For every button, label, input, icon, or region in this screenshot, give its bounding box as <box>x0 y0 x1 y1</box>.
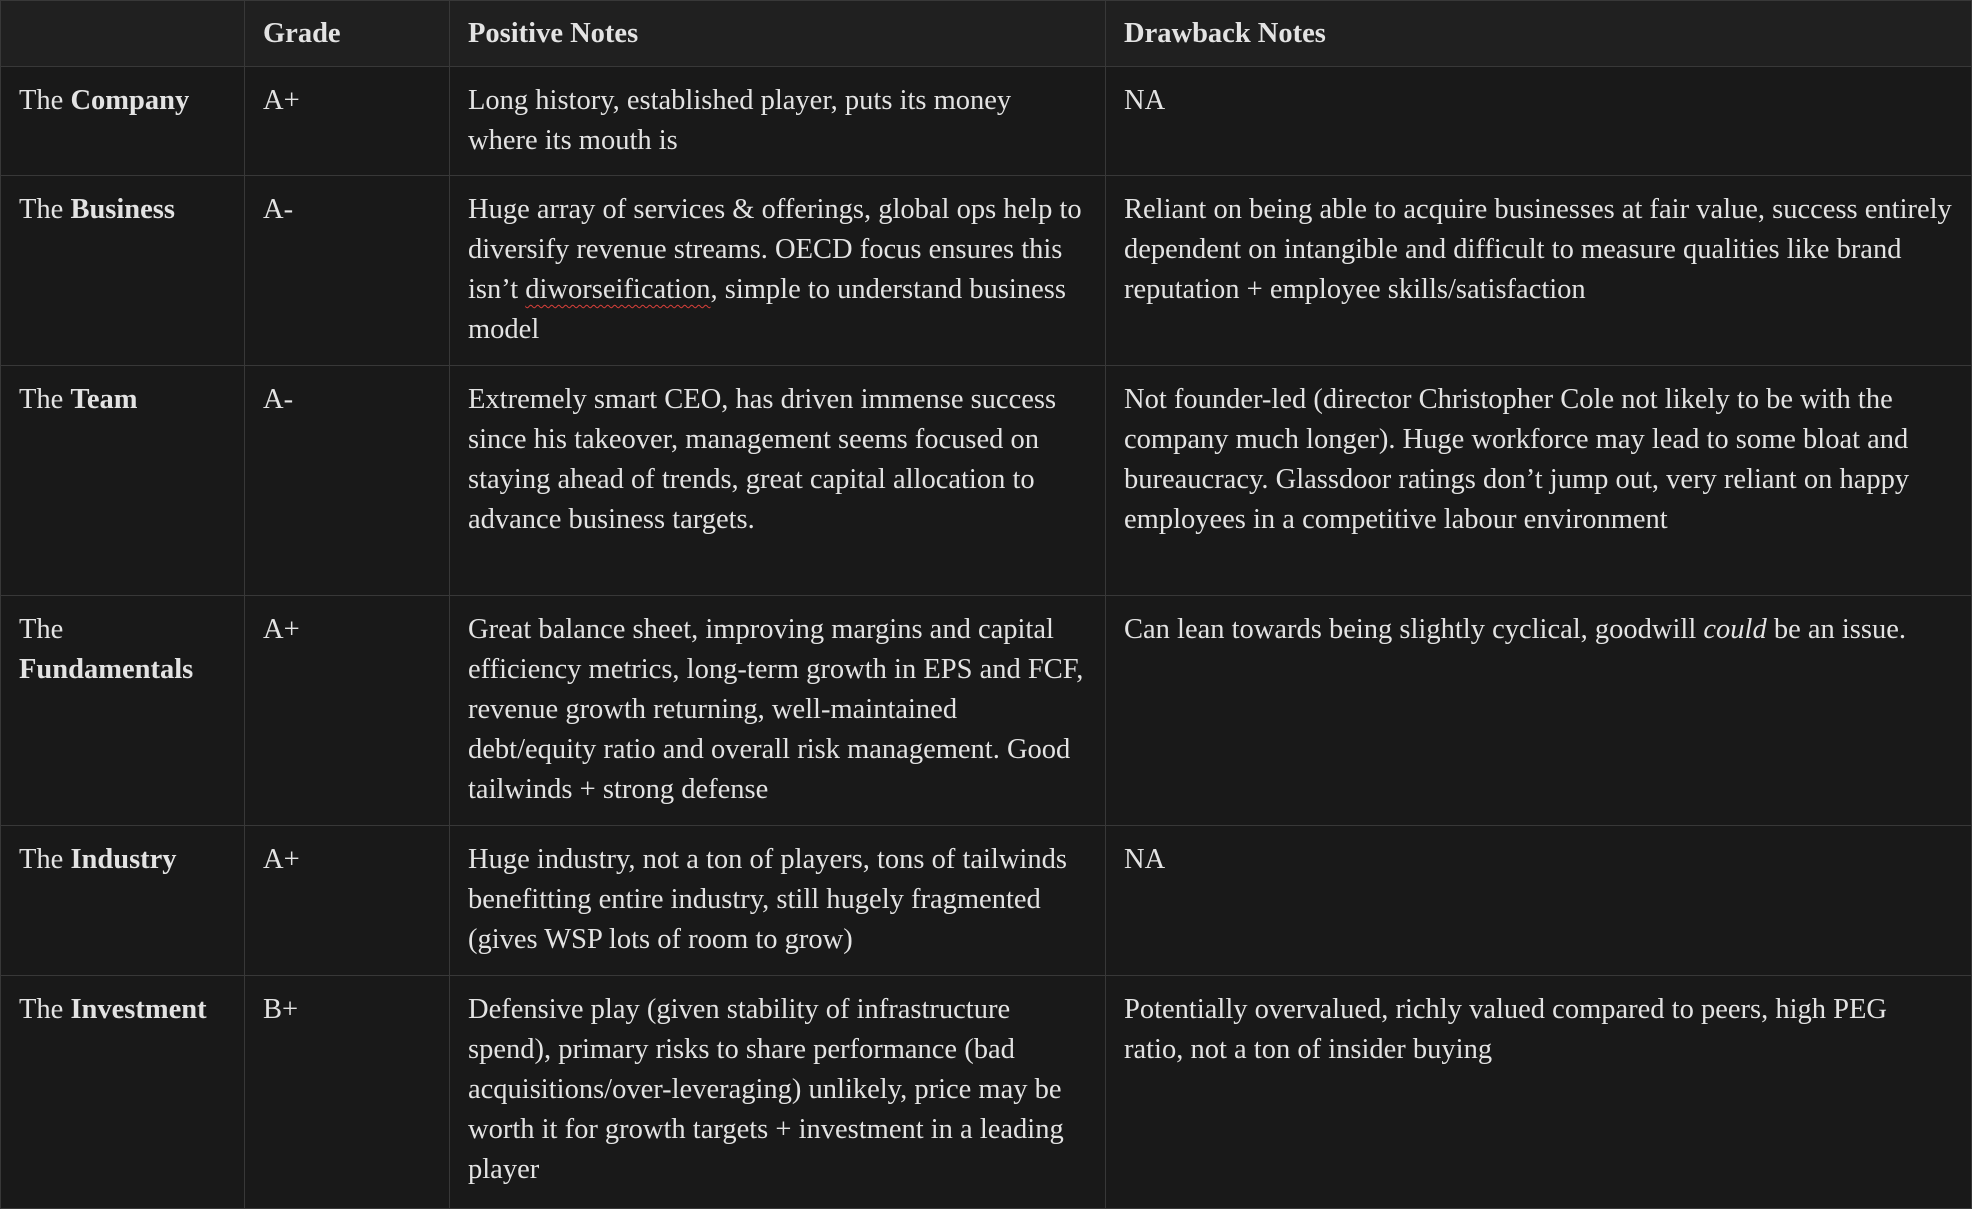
aspect-cell[interactable] <box>1 176 245 366</box>
header-row <box>1 1 1972 67</box>
drawback-notes-cell[interactable]: NA <box>1106 826 1972 976</box>
drawback-notes-cell[interactable] <box>1106 596 1972 826</box>
header-grade[interactable]: Grade <box>245 1 450 67</box>
grade-cell[interactable]: A+ <box>245 596 450 826</box>
aspect-cell[interactable] <box>1 976 245 1209</box>
positive-notes-cell[interactable]: Long history, established player, puts its money where its mouth is <box>450 67 1106 176</box>
drawback-notes-cell[interactable]: Potentially overvalued, richly valued compared to peers, high PEG ratio, not a ton of insider buying <box>1106 976 1972 1209</box>
table-row <box>1 176 1972 366</box>
drawback-notes-cell[interactable]: NA <box>1106 67 1972 176</box>
aspect-prefix: The <box>19 85 64 116</box>
positive-notes-cell[interactable]: Great balance sheet, improving margins and capital efficiency metrics, long-term growth in EPS and FCF, revenue growth returning, well-maintained debt/equity ratio and overall risk management. Good tailwinds + strong defense <box>450 596 1106 826</box>
aspect-cell[interactable] <box>1 67 245 176</box>
header-aspect[interactable] <box>1 1 245 67</box>
aspect-name: Team <box>70 384 138 415</box>
table-row <box>1 976 1972 1209</box>
positive-notes-cell[interactable]: Defensive play (given stability of infrastructure spend), primary risks to share performance (bad acquisitions/over-leveraging) unlikely, price may be worth it for growth targets + investment in a leading player <box>450 976 1106 1209</box>
aspect-cell[interactable] <box>1 366 245 596</box>
aspect-cell[interactable] <box>1 596 245 826</box>
positive-text: Huge array of services & offerings, global ops help to diversify revenue streams. OECD focus ensures this isn’t <box>468 194 1082 305</box>
aspect-name: Industry <box>70 844 177 875</box>
positive-notes-cell[interactable]: Extremely smart CEO, has driven immense success since his takeover, management seems focused on staying ahead of trends, great capital allocation to advance business targets. <box>450 366 1106 596</box>
grade-cell[interactable]: A- <box>245 176 450 366</box>
aspect-cell[interactable] <box>1 826 245 976</box>
grade-cell[interactable]: A- <box>245 366 450 596</box>
aspect-name: Fundamentals <box>19 654 194 685</box>
positive-text: , simple to understand business model <box>468 274 1066 345</box>
aspect-name: Business <box>70 194 175 225</box>
drawback-notes-cell[interactable]: Reliant on being able to acquire businesses at fair value, success entirely dependent on intangible and difficult to measure qualities like brand reputation + employee skills/satisfaction <box>1106 176 1972 366</box>
table-row <box>1 67 1972 176</box>
aspect-name: Company <box>70 85 190 116</box>
header-drawback-notes[interactable]: Drawback Notes <box>1106 1 1972 67</box>
positive-notes-cell[interactable]: Huge industry, not a ton of players, tons of tailwinds benefitting entire industry, still hugely fragmented (gives WSP lots of room to grow) <box>450 826 1106 976</box>
aspect-prefix: The <box>19 614 64 645</box>
drawback-notes-cell[interactable]: Not founder-led (director Christopher Cole not likely to be with the company much longer). Huge workforce may lead to some bloat and bureaucracy. Glassdoor ratings don’t jump out, very reliant on happy employees in a competitive labour environment <box>1106 366 1972 596</box>
aspect-prefix: The <box>19 844 64 875</box>
grade-cell[interactable]: B+ <box>245 976 450 1209</box>
aspect-prefix: The <box>19 194 64 225</box>
grade-cell[interactable]: A+ <box>245 67 450 176</box>
misspelled-word[interactable]: diworseification <box>525 274 711 305</box>
drawback-text: Can lean towards being slightly cyclical, goodwill <box>1124 614 1704 645</box>
table-row <box>1 596 1972 826</box>
drawback-text: be an issue. <box>1766 614 1907 645</box>
header-positive-notes[interactable]: Positive Notes <box>450 1 1106 67</box>
table-row <box>1 826 1972 976</box>
positive-notes-cell[interactable] <box>450 176 1106 366</box>
aspect-prefix: The <box>19 994 64 1025</box>
grade-cell[interactable]: A+ <box>245 826 450 976</box>
emphasis-text: could <box>1703 614 1767 645</box>
aspect-prefix: The <box>19 384 64 415</box>
aspect-name: Investment <box>70 994 207 1025</box>
table-row <box>1 366 1972 596</box>
